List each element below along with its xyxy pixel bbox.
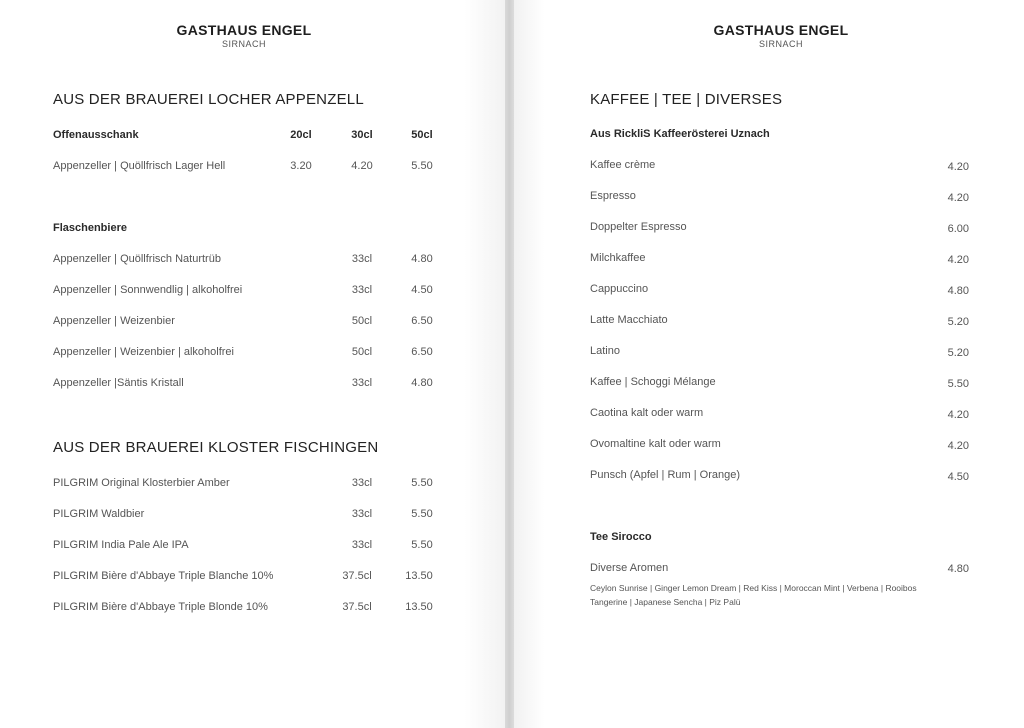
menu-item-size: 50cl — [351, 346, 373, 358]
book-gutter — [505, 0, 514, 728]
menu-item-name: Kaffee | Schoggi Mélange — [590, 376, 716, 388]
menu-item-price: 4.80 — [411, 253, 433, 265]
menu-item-name: Espresso — [590, 190, 636, 202]
menu-item-price: 4.20 — [947, 254, 969, 266]
menu-item-price: 5.50 — [411, 477, 433, 489]
tea-flavors: Ceylon Sunrise | Ginger Lemon Dream | Red Kiss | Moroccan Mint | Verbena | Rooibos Tangerine | Japanese Sencha | Piz Palü — [590, 583, 917, 607]
menu-item-name: PILGRIM India Pale Ale IPA — [53, 539, 189, 551]
menu-item-price: 5.20 — [947, 316, 969, 328]
menu-item-price: 4.50 — [411, 284, 433, 296]
menu-item-price: 5.50 — [411, 539, 433, 551]
menu-item-name: Latte Macchiato — [590, 314, 668, 326]
menu-item-name: Milchkaffee — [590, 252, 646, 264]
price-30cl: 4.20 — [351, 160, 373, 172]
price-50cl: 5.50 — [411, 160, 433, 172]
menu-item-price: 4.20 — [947, 161, 969, 173]
menu-item-name: Ovomaltine kalt oder warm — [590, 438, 721, 450]
section-title-coffee-tea: KAFFEE | TEE | DIVERSES — [590, 91, 783, 108]
menu-item-name: Cappuccino — [590, 283, 649, 295]
menu-item-name: Appenzeller | Quöllfrisch Naturtrüb — [53, 253, 221, 265]
menu-item-price: 6.50 — [411, 346, 433, 358]
column-30cl: 30cl — [351, 129, 373, 141]
menu-item-size: 33cl — [351, 253, 373, 265]
menu-item-name: Latino — [590, 345, 620, 357]
menu-item-name: Punsch (Apfel | Rum | Orange) — [590, 469, 740, 481]
restaurant-name: GASTHAUS ENGEL — [176, 22, 312, 38]
price-20cl: 3.20 — [290, 160, 312, 172]
column-50cl: 50cl — [411, 129, 433, 141]
menu-item-price: 6.00 — [947, 223, 969, 235]
menu-item-price: 4.20 — [947, 409, 969, 421]
restaurant-location: SIRNACH — [758, 39, 803, 49]
menu-item-name: Appenzeller |Säntis Kristall — [53, 377, 184, 389]
menu-item-price: 4.20 — [947, 192, 969, 204]
menu-item-size: 33cl — [351, 508, 373, 520]
menu-item-price: 4.80 — [411, 377, 433, 389]
menu-item-price: 13.50 — [405, 570, 433, 582]
section-title-fischingen: AUS DER BRAUEREI KLOSTER FISCHINGEN — [53, 439, 379, 456]
menu-page-left — [0, 0, 505, 728]
menu-item-name: Kaffee crème — [590, 159, 656, 171]
menu-item-size: 37.5cl — [342, 570, 372, 582]
menu-item-name: PILGRIM Bière d'Abbaye Triple Blanche 10% — [53, 570, 274, 582]
bottles-heading: Flaschenbiere — [53, 222, 127, 234]
menu-item-name: Appenzeller | Weizenbier — [53, 315, 175, 327]
menu-item-price: 4.20 — [947, 440, 969, 452]
menu-page-right — [514, 0, 1024, 728]
menu-item-price: 6.50 — [411, 315, 433, 327]
menu-item-size: 33cl — [351, 477, 373, 489]
menu-item-name: Appenzeller | Weizenbier | alkoholfrei — [53, 346, 234, 358]
coffee-heading: Aus RickliS Kaffeerösterei Uznach — [590, 128, 770, 140]
menu-item-name: PILGRIM Waldbier — [53, 508, 145, 520]
menu-item-price: 5.50 — [411, 508, 433, 520]
menu-item-name: Caotina kalt oder warm — [590, 407, 704, 419]
menu-item-price: 13.50 — [405, 601, 433, 613]
menu-item-name: Appenzeller | Sonnwendlig | alkoholfrei — [53, 284, 243, 296]
menu-item-size: 37.5cl — [342, 601, 372, 613]
menu-item-price: 4.80 — [947, 563, 969, 575]
menu-item-price: 5.50 — [947, 378, 969, 390]
draft-heading: Offenausschank — [53, 129, 139, 141]
tea-heading: Tee Sirocco — [590, 531, 652, 543]
menu-item-size: 33cl — [351, 539, 373, 551]
menu-item-name: Appenzeller | Quöllfrisch Lager Hell — [53, 160, 226, 172]
menu-item-name: Doppelter Espresso — [590, 221, 687, 233]
section-title-locher: AUS DER BRAUEREI LOCHER APPENZELL — [53, 91, 364, 108]
menu-item-name: Diverse Aromen — [590, 562, 669, 574]
restaurant-location: SIRNACH — [221, 39, 266, 49]
column-20cl: 20cl — [290, 129, 312, 141]
menu-item-size: 33cl — [351, 377, 373, 389]
menu-item-name: PILGRIM Original Klosterbier Amber — [53, 477, 230, 489]
menu-item-size: 33cl — [351, 284, 373, 296]
menu-item-size: 50cl — [351, 315, 373, 327]
menu-item-price: 4.80 — [947, 285, 969, 297]
menu-item-price: 5.20 — [947, 347, 969, 359]
restaurant-name: GASTHAUS ENGEL — [713, 22, 849, 38]
menu-item-name: PILGRIM Bière d'Abbaye Triple Blonde 10% — [53, 601, 268, 613]
menu-item-price: 4.50 — [947, 471, 969, 483]
